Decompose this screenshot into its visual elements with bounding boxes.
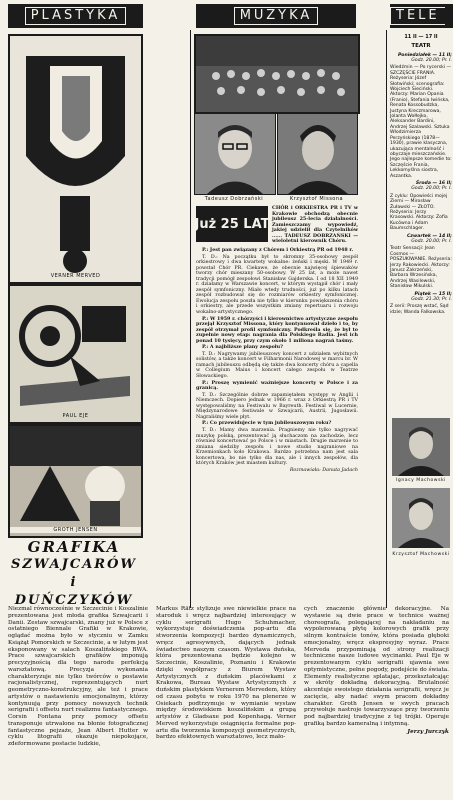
qa-3: P.: A najbliższe plany zespołu? [202,344,283,351]
tele-entry-0 [390,53,452,179]
qa-9: Rozmawiała: Danuta Jadach [289,467,358,473]
qa-7: P.: Co przewidujecie w tym jubileuszowym roku? [202,420,332,427]
muzyka-lead: CHÓR i ORKIESTRA PR i TV w Krakowie obchodzą obecnie jubileusz 25-lecia działalności. Zamieszczamy wypowiedź, jakiej udzielił dla Czytelników ...... TADEUSZ DOBRZAŃSKI — wieloletni kierownik Chóru. [272,205,358,244]
divider-1 [190,30,191,608]
name-krzysztof-machowski: Krzysztof Machowski [392,552,450,557]
tele-entry-0-time: Godz. 20.00; Pr. I. [411,58,452,63]
tele-entry-1-day: Środa — 16 II; [415,180,452,186]
tele-entry-1-text: Z cyklu: Opowieści mojej Ziemi — Mirosław Żuławski — ZŁOTO. Reżyseria: Jerzy Krasowski. Aktorzy: Zofia Kucówna i Adam Baumschlager. [390,193,448,232]
orchestra-photo [196,36,358,112]
qa-1: T. D.: Na początku był to skromny 35-osobowy zespół orkiestrowy i dwa kwartety wokalne: żeński i męski. W 1949 r. powstał Chór PR. Ciekawe, że obecnie najwięcej śpiewaków tworzy chór mieszany 50-osobowy. W 25 lat, a może nawet tradycji pomógł zespołowi Stanisław Gajderska. I od 18 XII 1949 r. działamy w Warszawie koncert, w którym wystąpił chór i mały zespół symfoniczny. Miało wtedy trudności, już po kilku latach zespół rozbudował się do rozmiarów orkiestry symfonicznej. Ewolucja zespołu poszła nie tylko w kierunku powiększenia chóru i orkiestry, ale przede wszystkim zmiany repertuaru i rozwoju wokalno-artystycznego. [196,254,358,316]
headline-line2: SZWAJCARÓW [10,557,138,572]
article-col1-text: Niezmal równocześnie w Szczecinie i Koszalinie prezentowana jest młoda grafika Szwajcarii i Danii. Zestaw szwajcarski, znany już w Polsce z ostatniego Biennale Grafiki w Krakowie, oglądać można było w styczniu w Zamku Książąt Pomorskich w Szczecinie, a w lutym jest eksponowany w salach Koszalińskiego BWA. Prace szwajcarskich grafików imponują precyzyjnością dla tego narodu perfekcją warsztatową. Precyzja wykonania charakteryzuje nie tylko twórców o postawie racjonalistycznej, reprezentujących nurt geometryczno-konstrukcyjny, ale też i prace artystów o nastawieniu emocjonalnym, którzy kontynuują przy pomocy nowszych technik serigrafii i offsetu nurt realizmu fantastycznego. Corsin Fontana przy pomocy offsetu transponuje utrwalone na błonie fotograficznej fantastyczne pejzaże, Jean Albert Hutter w cyklu litografii okazuje niepokojące, zdeformowane postacie ludzkie, [8,606,148,747]
tele-entry-3-text: Z serii: Proszę wstać, Sąd idzie; Wanda Falkowska. [390,304,449,315]
tele-entry-1 [390,181,452,232]
artwork-paul-eje [8,284,143,424]
photo-missona [277,113,358,195]
jensen-artwork-graphic [10,426,141,536]
jubilee-badge-text: Już 25 LAT [194,216,270,232]
qa-4: T. D.: Nagrywamy jubileuszowy koncert z udziałem wybitnych solistów, a także koncert w Filharmonii Narodowej w marcu br. W ramach jubileuszu odbędą się także dwa koncerty chóru a capella w Collegium Maius i koncert całego zespołu w Teatrze Słowackiego. [196,351,358,380]
qa-6: T. D.: Szczególnie dobrze zapamiętałem występy w Anglii i Niemczech. Dopiero jednak w 1966 r. wraz z Orkiestrą PR i TV występowaliśmy na Festiwalu w Bayreuth. Festiwal w Lucernie, Międzynarodowe festiwale w Szwajcarii, Austrii, Jugosławii. Nagraliśmy wiele płyt. [196,392,358,420]
tele-entry-3-time: Godz. 21.30; Pr. I. [411,297,452,303]
headline-line1: GRAFIKA [27,538,121,556]
tele-entry-2-time: Godz. 20.00; Pr. I. [411,239,452,244]
tele-column [390,34,452,414]
header-tele [390,4,453,28]
tele-entry-3-day: Piątek — 15 II; [414,291,452,297]
dobrzanski-portrait [195,114,275,194]
header-muzyka-label: MUZYKA [234,7,319,25]
qa-5: P.: Proszę wymienić ważniejsze koncerty w Polsce i za granicą. [196,379,358,392]
qa-0: P.: Jest pan związany z Chórem i Orkiestrą PR od 1948 r. [202,247,354,253]
eje-artwork-graphic [10,286,141,422]
article-col3-text: cych znaczenie głównie dekoracyjne. Na wystawie są dwie prace w technice ważnej choreografa, polegającej na nakładaniu na wypolerowaną płytę kolorowych grafik przy silnym kontraście tonów, która posiada głęboki emocjonalny, wręcz ekspresyjny wyraz. Prace Merveda przypominają od strony realizacji techniczne nasze ludowe wycinanki. Paul Eje w prezentowanym cyklu serigrafii ujawnia swe optymistyczne, pełne pogody, podejście do świata. Elementy realistyczne splatając, przekształcając w skróty dokładną dekoracyjną. Brutalność akcentuje swoistego działania serigrafii, wręcz je zacięcie, aby nadać swym pracom dokładny charakter. Groth Jensen w swych pracach przywołuje nastroje towarzyszące przy tworzeniu pod najbardziej tradycyjne z tej trójki. Operuje grafiką bardzo kameralną i intymną. [304,606,449,727]
tele-entry-1-time: Godz. 20.00; Pr. I. [411,186,452,192]
photo-ignacy-machowski [392,418,450,476]
headline-grafika [10,538,138,608]
header-plastyka [8,4,143,28]
name-missona: Krzysztof Missona [289,196,344,202]
tele-entry-0-text: Wiedźmin — Po rycerski — SZCZĘŚCIE FRANIA. Reżyseria: Józef Słotwiński; scenografia: Wojciech Sieciński. Aktorzy: Marian Opania (Franio), Stefania Iwińska, Renata Kossobudzka, Justyna Kreczmarowa, Jolanta Wołłejko, Aleksander Bardini, Andrzej Szalawski. Sztuka Włodzimierza Perzyńskiego (1878—1930), prawie klasyczna, ukazująca mentalność i obyczaje mieszczańskie. Jego najlepsze komedie to: Szczęście Frania, Lekkomyślna siostra, Aszantka. [390,65,452,179]
tele-section: TEATR [411,43,431,50]
article-col3 [304,606,449,796]
article-col2-text: Markus Rätz stylizuje swe niewielkie prace na staroduk i wręcz najbardziej interesujący w cyklu serigrafii Hugo Schuhmacher, wykorzystuje doświadczenia pop-artu dla stworzenia kompozycji bardzo dynamicznych, wręcz agresywnych, dających jednak świadectwo naszym czasom. Wystawa duńska, która prezentowana będzie kolejno w Szczecinie, Koszalinie, Poznaniu i Krakowie dzięki współpracy z Biurem Wystaw Artystycznych z duńskim placówkami z Krakowa, Bureau Wystaw Artystycznych z duńskim plastykiem Vernerem Mervedem, który od czasu pobytu w roku 1970 na plenerze w Osiekach podtrzymuje w wymianie wystaw między środowiskiem koszalińskim a grupą artystów z Gladsaxe pod Kopenhagą. Verner Merved wykorzystuje osiągnięcia formalne pop-artu dla tworzenia kompozycji geometrycznych, bardzo efektownych warsztatowo, lecz mało- [156,606,296,741]
divider-2 [386,30,387,608]
ignacy-machowski-portrait [392,418,450,476]
header-muzyka [196,4,356,28]
photo-orchestra [194,34,360,114]
article-signature: Jerzy Jurczyk [407,728,449,735]
header-tele-label: TELE [390,7,445,25]
artwork-groth-jensen [8,424,143,538]
tele-entry-3 [390,292,452,316]
caption-groth-jensen: GROTH JENSEN [10,527,141,533]
jubilee-badge [196,206,268,242]
headline-line3: i DUŃCZYKÓW [14,575,134,608]
article-col1 [8,606,148,796]
tele-entry-0-day: Poniedziałek — 11 II; [397,52,452,58]
photo-krzysztof-machowski [392,488,450,548]
header-plastyka-label: PLASTYKA [25,7,127,25]
photo-dobrzanski [194,113,276,195]
muzyka-interview [196,248,358,608]
name-ignacy-machowski: Ignacy Machowski [396,478,446,483]
tele-entry-2 [390,234,452,290]
name-dobrzanski: Tadeusz Dobrzański [204,196,264,202]
caption-paul-eje: PAUL EJE [62,413,89,419]
qa-2: P.: W 1959 r. chórzyści i kierownictwo artystyczne zespołu przejął Krzysztof Missona, który kontynuował dzieło i to, by zespół otrzymał profil symfoniczny. Podkreśla się, że był to zupełnie nowy etap: nagrania dla Polskiego Radia. Jest ich ponad 10 tysięcy, przy czym około 1 miliona nagrań taśmy. [196,315,358,344]
krzysztof-machowski-portrait [392,488,450,548]
tele-entry-2-day: Czwartek — 14 II; [406,233,452,239]
qa-8: T. D.: Mamy dwa marzenia. Pragniemy nie tylko nagrywać muzykę polską, prezentować ją słuchaczom na zachodzie, lecz również koncertować po Polsce i w miastach. Drugie marzenie to zmiana siedziby zespołu i nowe studio nagraniowe na Krzemionkach koło Krakowa. Bardzo potrzebna nam jest sala koncertowa, bo nie tylko dla nas, ale i innych zespołów, dla których Kraków jest miastem kultury. [196,427,358,467]
tele-entry-2-text: Teatr Sensacji: Jean Cosmos — POSZUKIWANIE. Reżyseria: Jerzy Rakowiecki. Aktorzy: Janusz Zakrzeński, Barbara Wrzesińska, Andrzej Wasilewski, Stanisław Mikulski. [390,246,452,290]
merved-artwork-graphic [10,36,141,282]
tele-date-range: 11 II — 17 II [404,34,438,40]
caption-verner-merved: VERNER MERVED [50,273,101,279]
article-col2 [156,606,296,796]
artwork-verner-merved [8,34,143,284]
missona-portrait [278,114,357,194]
